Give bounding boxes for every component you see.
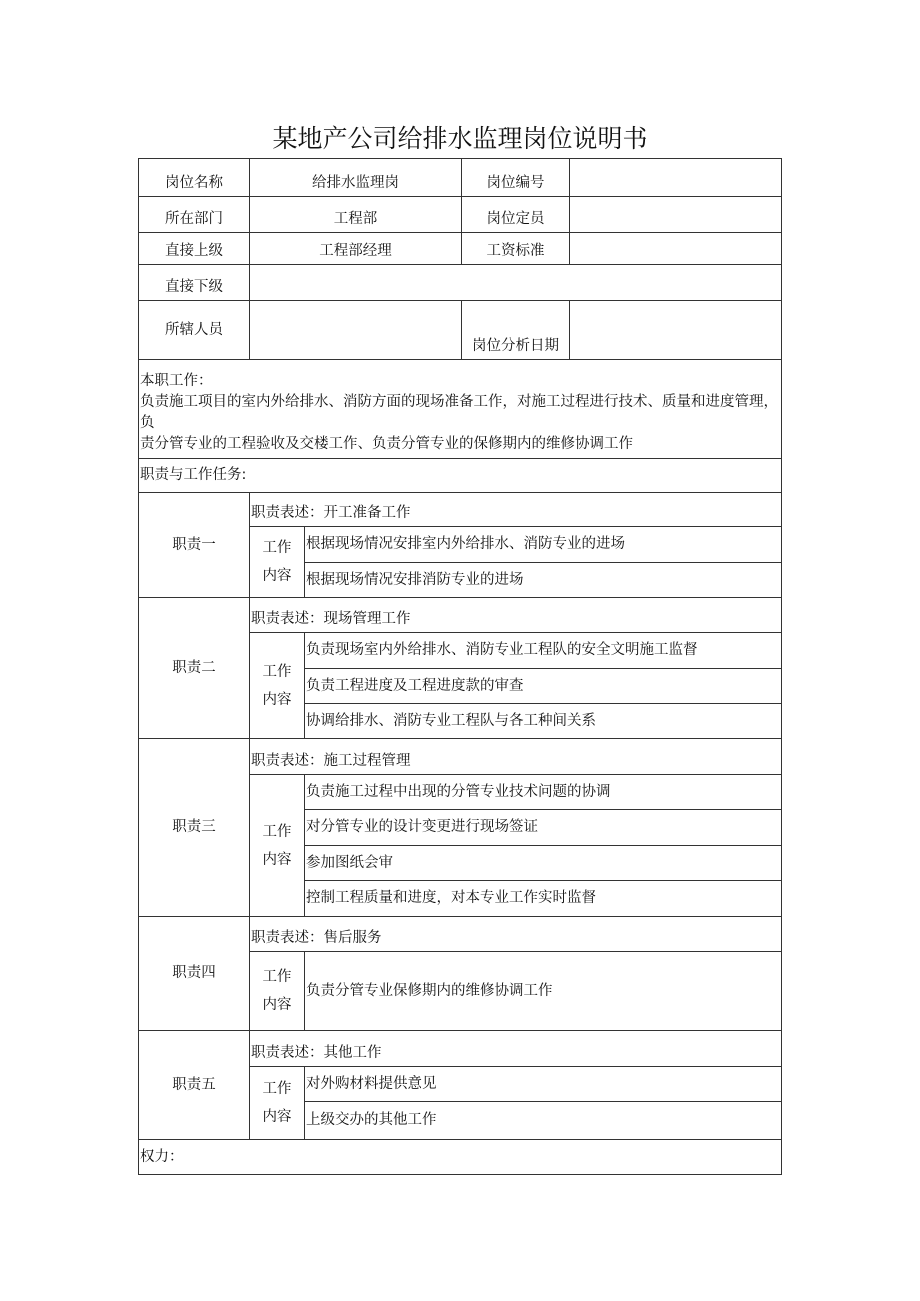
- superior-label: 直接上级: [139, 233, 250, 265]
- duty-task: 协调给排水、消防专业工程队与各工种间关系: [305, 704, 782, 739]
- info-row-department: [139, 197, 782, 233]
- duty-name: 职责五: [139, 1031, 250, 1140]
- work-content-label-line-1: 工作: [262, 823, 292, 840]
- job-description-table: [138, 158, 782, 1175]
- duty-statement-row: [139, 598, 782, 633]
- main-work-label: 本职工作：: [140, 373, 213, 389]
- duty-task: 负责现场室内外给排水、消防专业工程队的安全文明施工监督: [305, 633, 782, 669]
- duty-task: 负责工程进度及工程进度款的审查: [305, 669, 782, 704]
- main-work-row: [139, 360, 782, 459]
- work-content-label: [250, 633, 305, 739]
- duty-task: 参加图纸会审: [305, 846, 782, 881]
- info-row-subordinate: [139, 265, 782, 301]
- subordinate-label: 直接下级: [139, 265, 250, 301]
- duty-statement: 职责表述：现场管理工作: [250, 598, 782, 633]
- position-code-label: 岗位编号: [462, 159, 570, 197]
- headcount-value: [570, 197, 782, 233]
- work-content-label-line-2: 内容: [262, 997, 292, 1013]
- superior-value: 工程部经理: [250, 233, 462, 265]
- duty-statement: 职责表述：售后服务: [250, 917, 782, 952]
- main-work-cell: [139, 360, 782, 459]
- duty-statement-row: [139, 1031, 782, 1067]
- work-content-label-line-1: 工作: [262, 969, 292, 985]
- work-content-label-line-2: 内容: [262, 691, 292, 708]
- duty-statement: 职责表述：施工过程管理: [250, 739, 782, 775]
- authority-label: 权力：: [139, 1140, 782, 1175]
- duty-name: 职责一: [139, 493, 250, 598]
- work-content-label: [250, 1067, 305, 1140]
- salary-value: [570, 233, 782, 265]
- department-label: 所在部门: [139, 197, 250, 233]
- work-content-label-line-1: 工作: [262, 663, 292, 680]
- duty-name: 职责三: [139, 739, 250, 917]
- work-content-label-line-1: 工作: [262, 540, 292, 556]
- duty-task: 负责施工过程中出现的分管专业技术问题的协调: [305, 775, 782, 810]
- info-row-position: [139, 159, 782, 197]
- duties-label: 职责与工作任务:: [139, 459, 782, 493]
- duty-name: 职责四: [139, 917, 250, 1031]
- info-row-superior: [139, 233, 782, 265]
- document-title: 某地产公司给排水监理岗位说明书: [272, 124, 648, 153]
- position-name-label: 岗位名称: [139, 159, 250, 197]
- duty-task: 对分管专业的设计变更进行现场签证: [305, 810, 782, 846]
- salary-label: 工资标准: [462, 233, 570, 265]
- headcount-label: 岗位定员: [462, 197, 570, 233]
- staff-label: 所辖人员: [139, 301, 250, 360]
- work-content-label-line-2: 内容: [262, 568, 292, 584]
- duty-task: 上级交办的其他工作: [305, 1102, 782, 1140]
- work-content-label-line-1: 工作: [262, 1081, 292, 1097]
- duty-task: 控制工程质量和进度，对本专业工作实时监督: [305, 881, 782, 917]
- work-content-label: [250, 775, 305, 917]
- duty-statement: 职责表述：开工准备工作: [250, 493, 782, 527]
- subordinate-value: [250, 265, 782, 301]
- work-content-label-line-2: 内容: [262, 1109, 292, 1125]
- authority-row: [139, 1140, 782, 1175]
- info-row-staff: [139, 301, 782, 360]
- work-content-label: [250, 527, 305, 598]
- duty-task: 负责分管专业保修期内的维修协调工作: [305, 952, 782, 1031]
- duty-name: 职责二: [139, 598, 250, 739]
- staff-value: [250, 301, 462, 360]
- duty-statement-row: [139, 917, 782, 952]
- work-content-label-line-2: 内容: [262, 851, 292, 868]
- main-work-text-line-1: 负责施工项目的室内外给排水、消防方面的现场准备工作，对施工过程进行技术、质量和进度管理，负: [140, 394, 778, 431]
- analysis-date-value: [570, 301, 782, 360]
- duty-statement-row: [139, 493, 782, 527]
- duty-statement-row: [139, 739, 782, 775]
- duty-task: 根据现场情况安排室内外给排水、消防专业的进场: [305, 527, 782, 563]
- analysis-date-label: 岗位分析日期: [462, 301, 570, 360]
- position-code-value: [570, 159, 782, 197]
- duty-task: 对外购材料提供意见: [305, 1067, 782, 1102]
- department-value: 工程部: [250, 197, 462, 233]
- duties-label-row: [139, 459, 782, 493]
- duty-task: 根据现场情况安排消防专业的进场: [305, 563, 782, 598]
- work-content-label: [250, 952, 305, 1031]
- position-name-value: 给排水监理岗: [250, 159, 462, 197]
- duty-statement: 职责表述：其他工作: [250, 1031, 782, 1067]
- main-work-text-line-2: 责分管专业的工程验收及交楼工作、负责分管专业的保修期内的维修协调工作: [140, 436, 633, 452]
